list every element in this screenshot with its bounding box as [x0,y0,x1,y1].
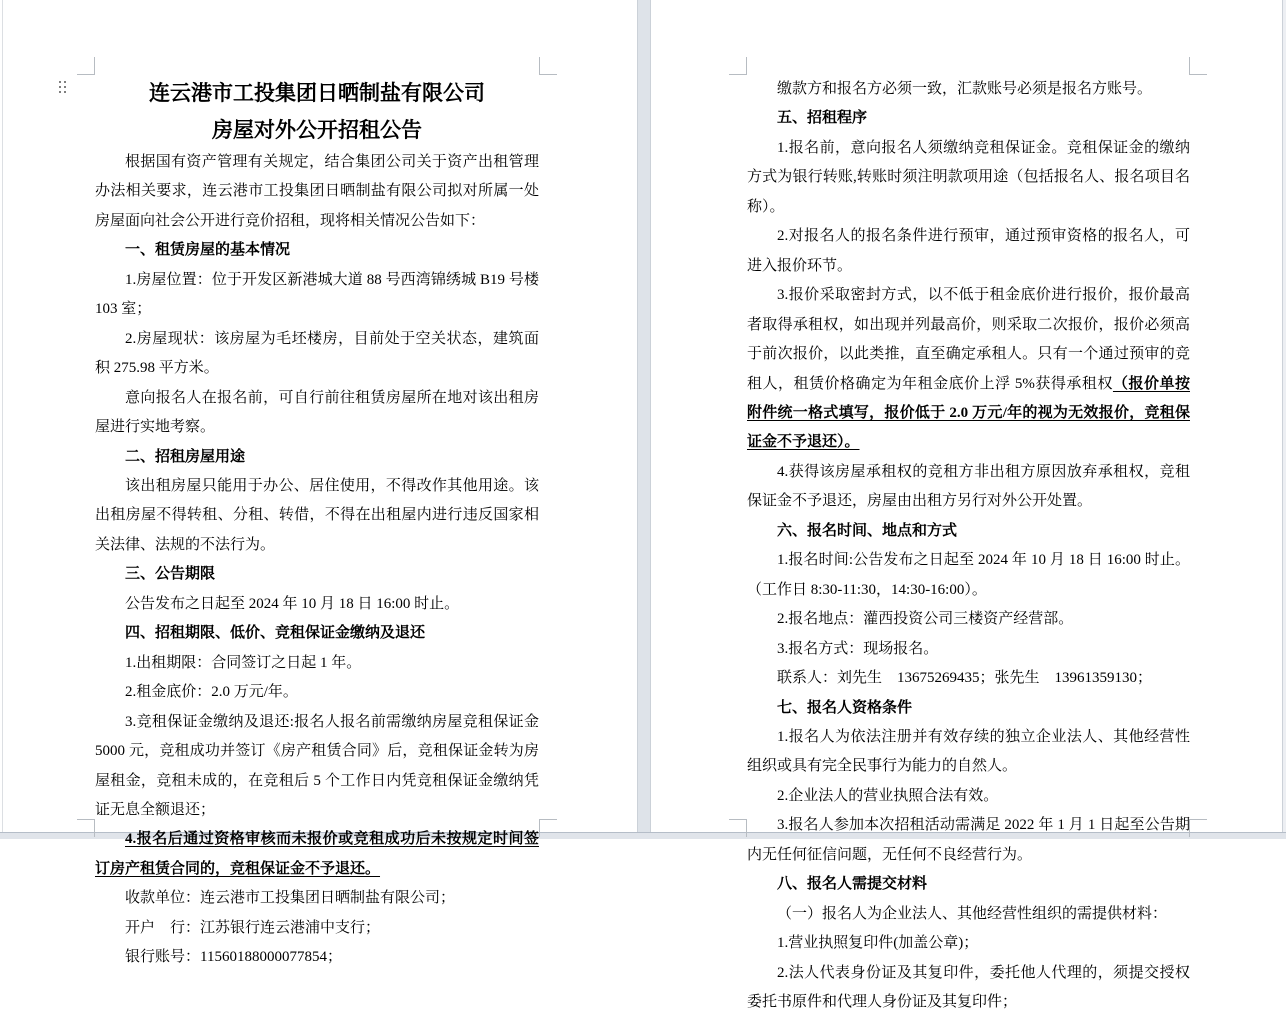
paragraph [95,708,539,826]
paragraph [747,75,1190,104]
canvas-right-edge [1282,0,1286,832]
section-heading [95,443,539,472]
margin-crop-mark [1189,57,1207,75]
doc-title [95,112,539,149]
paragraph [747,605,1190,634]
paragraph [95,884,539,913]
text-run: 3.报名方式：现场报名。 [777,640,939,657]
text-run: 1.房屋位置：位于开发区新港城大道 88 号西湾锦绣城 B19 号楼 103 室； [95,271,539,318]
text-run: 开户 行：江苏银行连云港浦中支行； [125,919,381,936]
paragraph [747,811,1190,870]
paragraph [747,635,1190,664]
page-2-text-column[interactable] [747,75,1190,1018]
paragraph [95,914,539,943]
text-run: 八、报名人需提交材料 [777,876,928,893]
text-run: 缴款方和报名方必须一致，汇款账号必须是报名方账号。 [777,81,1153,97]
text-run: 联系人：刘先生 13675269435；张先生 13961359130； [777,670,1153,687]
canvas-left-edge [0,0,3,832]
text-run: 一、租赁房屋的基本情况 [125,242,291,259]
margin-crop-mark [539,57,557,75]
paragraph [95,678,539,707]
text-run: 2.对报名人的报名条件进行预审，通过预审资格的报名人，可进入报价环节。 [747,228,1190,274]
text-run: 公告发布之日起至 2024 年 10 月 18 日 16:00 时止。 [125,595,460,612]
paragraph [747,546,1190,605]
paragraph [95,384,539,443]
section-heading [747,104,1190,133]
section-heading [95,619,539,648]
paragraph [95,148,539,236]
paragraph [95,649,539,678]
text-run: （报价单按附件统一格式填写，报价低于 2.0 万元/年的视为无效报价，竞租保证金不予退还）。 [747,375,1190,451]
paragraph [747,281,1190,458]
paragraph [747,664,1190,693]
paragraph [95,472,539,560]
text-run: 1.报名人为依法注册并有效存续的独立企业法人、其他经营性组织或具有完全民事行为能力的自然人。 [747,728,1190,775]
paragraph [95,825,539,884]
text-run: 七、报名人资格条件 [777,699,913,716]
text-run: 三、公告期限 [125,566,216,583]
text-run: 2.房屋现状：该房屋为毛坯楼房，目前处于空关状态，建筑面积 275.98 平方米。 [95,330,539,377]
paragraph [747,222,1190,281]
text-run: 3.竞租保证金缴纳及退还:报名人报名前需缴纳房屋竞租保证金 5000 元，竞租成功并签订《房产租赁合同》后，竞租保证金转为房屋租金，竞租未成的，在竞租后 5 个工作日内凭竞租保证金缴纳凭证无息全额退还； [95,713,539,818]
paragraph [95,266,539,325]
paragraph [747,782,1190,811]
margin-crop-mark [729,819,747,837]
text-run: 意向报名人在报名前，可自行前往租赁房屋所在地对该出租房屋进行实地考察。 [95,389,539,436]
margin-crop-mark [539,819,557,837]
text-run: 1.报名前，意向报名人须缴纳竞租保证金。竞租保证金的缴纳方式为银行转账,转账时须注明款项用途（包括报名人、报名项目名称）。 [747,139,1190,215]
text-run: 2.法人代表身份证及其复印件，委托他人代理的，须提交授权委托书原件和代理人身份证及其复印件； [747,964,1190,1011]
paragraph [95,943,539,972]
section-heading [747,517,1190,546]
text-run: 4.获得该房屋承租权的竞租方非出租方原因放弃承租权，竞租保证金不予退还，房屋由出租方另行对外公开处置。 [747,463,1190,510]
margin-crop-mark [77,819,95,837]
section-heading [95,560,539,589]
text-run: 1.报名时间:公告发布之日起至 2024 年 10 月 18 日 16:00 时止。（工作日 8:30-11:30，14:30-16:00）。 [747,552,1190,598]
paragraph-drag-handle-icon[interactable] [59,81,67,94]
paragraph [747,929,1190,958]
text-run: 房屋对外公开招租公告 [212,117,422,142]
section-heading [95,236,539,265]
text-run: 收款单位：连云港市工投集团日晒制盐有限公司； [125,890,456,907]
text-run: 3.报名人参加本次招租活动需满足 2022 年 1 月 1 日起至公告期内无任何征信问题，无任何不良经营行为。 [747,817,1190,863]
text-run: 4.报名后通过资格审核而未报价或竞租成功后未按规定时间签订房产租赁合同的，竞租保证金不予退还。 [95,831,539,877]
text-run: 连云港市工投集团日晒制盐有限公司 [149,81,485,105]
text-run: 1.出租期限：合同签订之日起 1 年。 [125,654,362,671]
page-1-text-column[interactable] [95,75,539,973]
text-run: 二、招租房屋用途 [125,448,246,465]
text-run: 2.租金底价：2.0 万元/年。 [125,684,298,701]
text-run: （一）报名人为企业法人、其他经营性组织的需提供材料： [777,905,1168,922]
margin-crop-mark [77,57,95,75]
text-run: 根据国有资产管理有关规定，结合集团公司关于资产出租管理办法相关要求，连云港市工投集团日晒制盐有限公司拟对所属一处房屋面向社会公开进行竞价招租，现将相关情况公告如下： [95,154,539,229]
paragraph [747,900,1190,929]
section-heading [747,870,1190,899]
text-run: 1.营业执照复印件(加盖公章)； [777,935,979,952]
text-run: 四、招租期限、低价、竞租保证金缴纳及退还 [125,625,426,642]
doc-title [95,75,539,112]
text-run: 六、报名时间、地点和方式 [777,522,958,539]
text-run: 3.报价采取密封方式，以不低于租金底价进行报价，报价最高者取得承租权，如出现并列最高价，则采取二次报价，报价必须高于前次报价，以此类推，直至确定承租人。只有一个通过预审的竞租人，租赁价格确定为年租金底价上浮 5%获得承租权 [747,287,1190,392]
text-run: 该出租房屋只能用于办公、居住使用，不得改作其他用途。该出租房屋不得转租、分租、转借，不得在出租屋内进行违反国家相关法律、法规的不法行为。 [95,477,539,553]
paragraph [95,590,539,619]
text-run: 2.企业法人的营业执照合法有效。 [777,787,999,804]
paragraph [747,458,1190,517]
paragraph [747,723,1190,782]
paragraph [95,325,539,384]
paragraph [747,959,1190,1018]
text-run: 2.报名地点：灌西投资公司三楼资产经营部。 [777,611,1074,628]
section-heading [747,694,1190,723]
text-run: 五、招租程序 [777,110,868,127]
page-gap [637,0,651,832]
text-run: 银行账号：11560188000077854； [125,949,342,966]
margin-crop-mark [1189,819,1207,837]
paragraph [747,134,1190,222]
margin-crop-mark [729,57,747,75]
